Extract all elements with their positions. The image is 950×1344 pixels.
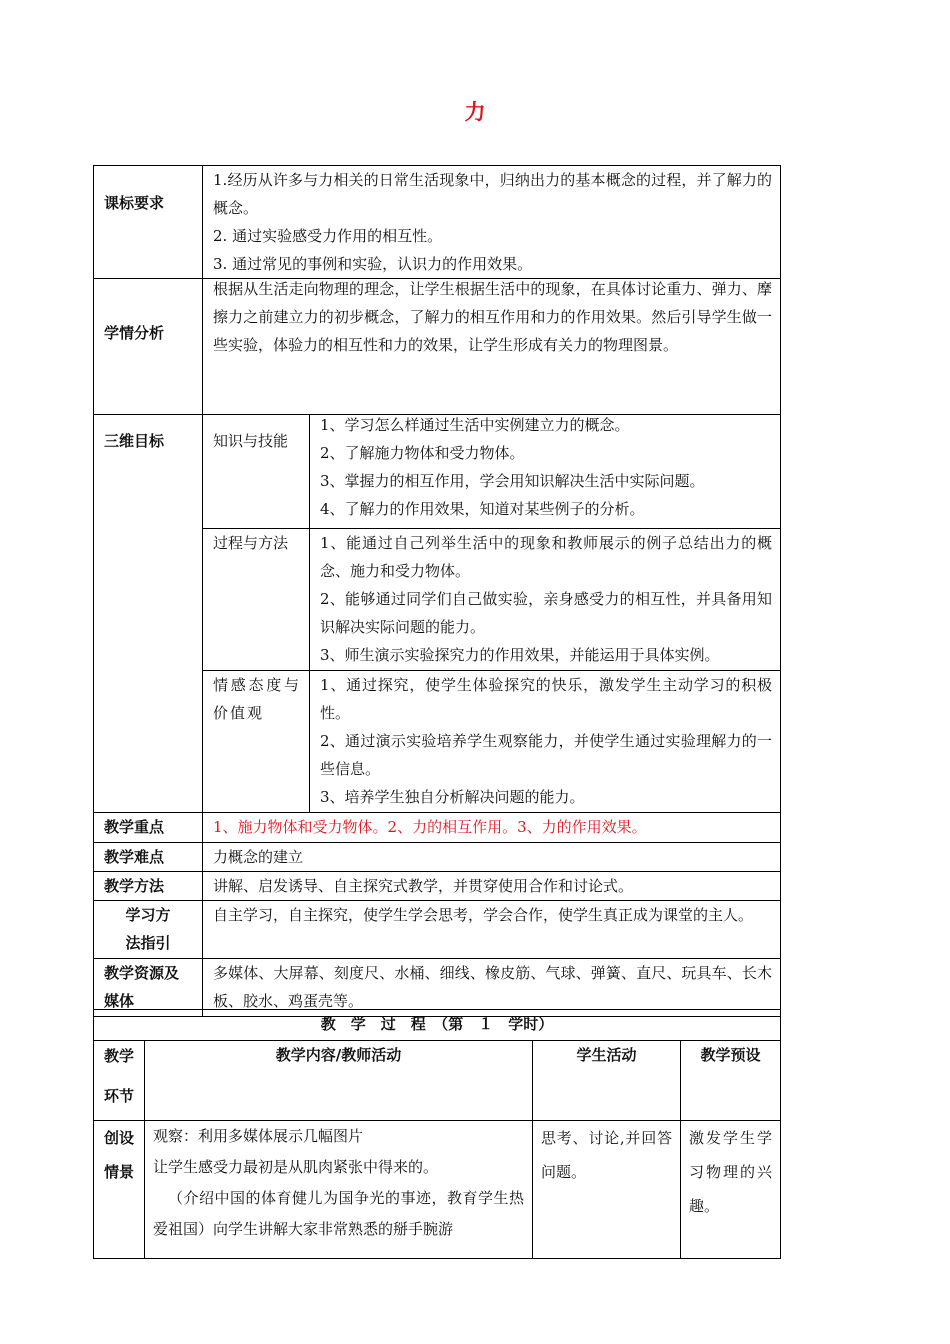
goal-group-name [203,671,310,813]
goal-item: 3、培养学生独自分析解决问题的能力。 [320,788,585,806]
goal-item: 3、师生演示实验探究力的作用效果，并能运用于具体实例。 [320,646,720,664]
curriculum-label [94,166,203,279]
analysis-content [203,279,781,415]
goal-item: 1、学习怎么样通过生活中实例建立力的概念。 [320,416,630,434]
difficulty-label: 教学难点 [94,843,203,872]
study-guide-row [94,901,781,959]
goal-item: 2、通过演示实验培养学生观察能力，并使学生通过实验理解力的一些信息。 [320,732,772,778]
goal-group-name [203,415,310,529]
student-activity: 思考、讨论,并回答问题。 [541,1129,672,1181]
content-line: 让学生感受力最初是从肌肉紧张中得来的。 [153,1158,439,1176]
difficulty-text: 力概念的建立 [203,843,781,872]
curriculum-content [203,166,781,279]
col-header-stage-line: 教学 [103,1047,134,1065]
goal-item: 2、了解施力物体和受力物体。 [320,444,525,462]
method-label: 教学方法 [94,872,203,901]
goal-group-items [310,671,781,813]
resources-row [94,959,781,1017]
goal-group-items [310,529,781,671]
goal-item: 4、了解力的作用效果，知道对某些例子的分析。 [320,500,645,518]
curriculum-row [94,166,781,279]
curriculum-label-text: 课标要求 [104,194,165,212]
goal-item: 1、能通过自己列举生活中的现象和教师展示的例子总结出力的概念、施力和受力物体。 [320,534,772,580]
resources-label: 教学资源及媒体 [94,959,203,1017]
goal-group-process: 过程与方法 [213,534,289,552]
method-text: 讲解、启发诱导、自主探究式教学，并贯穿使用合作和讨论式。 [203,872,781,901]
key-points-row [94,813,781,843]
resources-text: 多媒体、大屏幕、刻度尺、水桶、细线、橡皮筋、气球、弹簧、直尺、玩具车、长木板、胶水、鸡蛋壳等。 [203,959,781,1017]
col-header-stage [94,1041,145,1121]
lesson-info-table [93,165,781,1017]
stage-line: 情景 [103,1163,134,1181]
goal-group-items [310,415,781,529]
curriculum-item: 1.经历从许多与力相关的日常生活现象中，归纳出力的基本概念的过程，并了解力的概念。 [213,171,772,217]
col-header-content: 教学内容/教师活动 [145,1041,533,1121]
study-guide-text: 自主学习，自主探究，使学生学会思考，学会合作，使学生真正成为课堂的主人。 [203,901,781,959]
teaching-process-table [93,1009,781,1259]
process-heading: 教 学 过 程 （第 １ 学时） [94,1010,781,1041]
col-header-stage-line: 环节 [103,1087,134,1105]
curriculum-item: 2. 通过实验感受力作用的相互性。 [213,227,443,245]
difficulty-row [94,843,781,872]
page-title: 力 [464,99,486,124]
analysis-row [94,279,781,415]
goal-knowledge-row [94,415,781,529]
goals-label [94,415,203,813]
col-header-student: 学生活动 [533,1041,681,1121]
col-header-design: 教学预设 [681,1041,781,1121]
content-line: （介绍中国的体育健儿为国争光的事迹，教育学生热爱祖国）向学生讲解大家非常熟悉的掰手腕游 [153,1189,524,1238]
method-row [94,872,781,901]
process-header-row [94,1041,781,1121]
goal-item: 2、能够通过同学们自己做实验，亲身感受力的相互性，并具备用知识解决实际问题的能力。 [320,590,772,636]
goal-item: 1、通过探究，使学生体验探究的快乐，激发学生主动学习的积极性。 [320,676,772,722]
goal-item: 3、掌握力的相互作用，学会用知识解决生活中实际问题。 [320,472,705,490]
key-points-text: 1、施力物体和受力物体。2、力的相互作用。3、力的作用效果。 [203,813,781,843]
design-text: 激发学生学习物理的兴趣。 [689,1129,772,1215]
analysis-label [94,279,203,415]
analysis-text: 根据从生活走向物理的理念，让学生根据生活中的现象，在具体讨论重力、弹力、摩擦力之前建立力的初步概念，了解力的相互作用和力的作用效果。然后引导学生做一些实验，体验力的相互性和力的效果，让学生形成有关力的物理图景。 [213,280,772,354]
goal-group-emotion: 情感态度与价值观 [213,676,301,722]
content-cell [145,1121,533,1259]
stage-line: 创设 [103,1129,134,1147]
stage-cell [94,1121,145,1259]
process-heading-row [94,1010,781,1041]
goals-label-text: 三维目标 [104,432,165,450]
key-points-label: 教学重点 [94,813,203,843]
goal-group-name [203,529,310,671]
study-guide-label-line: 学习方 [125,906,171,924]
curriculum-item: 3. 通过常见的事例和实验，认识力的作用效果。 [213,255,533,273]
study-guide-label [94,901,203,959]
goal-group-knowledge: 知识与技能 [213,432,289,450]
student-cell [533,1121,681,1259]
study-guide-label-line: 法指引 [125,934,171,952]
process-row [94,1121,781,1259]
design-cell [681,1121,781,1259]
analysis-label-text: 学情分析 [104,324,165,342]
content-line: 观察：利用多媒体展示几幅图片 [153,1127,364,1145]
